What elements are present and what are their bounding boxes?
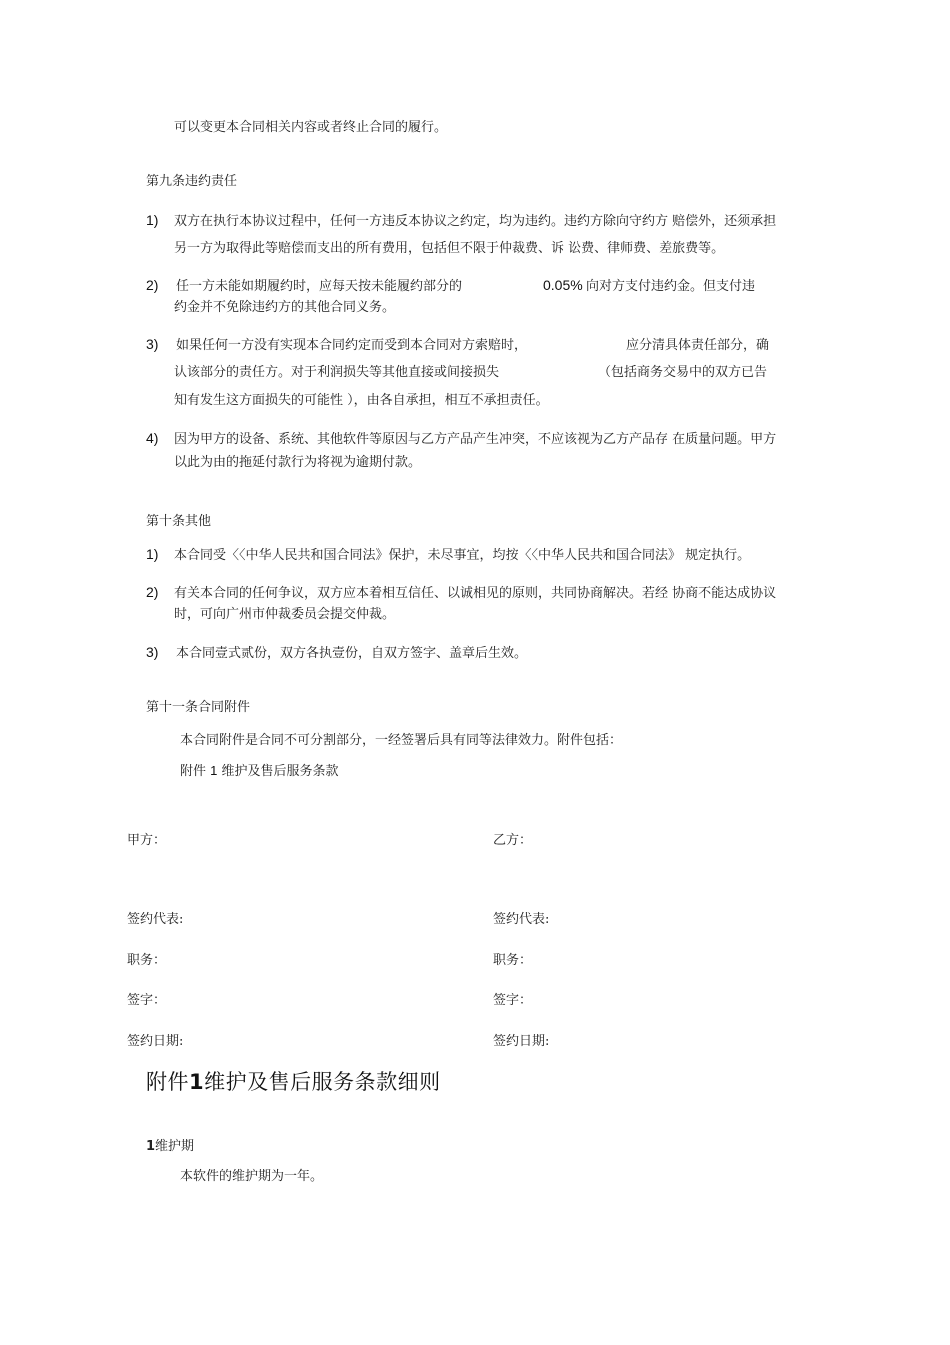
item-number: 1) — [146, 212, 159, 228]
appendix-section-body: 本软件的维护期为一年。 — [180, 1169, 324, 1184]
appendix-title-text: 维护及售后服务条款细则 — [204, 1070, 441, 1094]
item-number: 2) — [146, 584, 159, 600]
item-line: 本合同壹式贰份，双方各执壹份，自双方签字、盖章后生效。 — [176, 646, 528, 661]
item-line: 约金并不免除违约方的其他合同义务。 — [174, 300, 396, 315]
appendix-title-label: 附件 — [146, 1070, 189, 1094]
appendix-section-heading — [146, 1135, 194, 1154]
intro-line: 可以变更本合同相关内容或者终止合同的履行。 — [174, 120, 448, 135]
item-line: 本合同受〈〈中华人民共和国合同法》保护，未尽事宜，均按〈〈中华人民共和国合同法》 规定执行。 — [174, 548, 751, 563]
item-line: 认该部分的责任方。对于利润损失等其他直接或间接损失 — [174, 365, 500, 380]
appendix-title-number: 1 — [189, 1070, 205, 1094]
article11-body: 本合同附件是合同不可分割部分，一经签署后具有同等法律效力。附件包括： — [180, 733, 623, 748]
article9-heading: 第九条违约责任 — [146, 174, 238, 189]
party-a-representative: 签约代表: — [127, 912, 184, 927]
item-line: 应分清具体责任部分，确 — [626, 338, 770, 353]
article11-heading: 第十一条合同附件 — [146, 700, 251, 715]
attachment-reference — [180, 762, 339, 781]
article10-heading: 第十条其他 — [146, 514, 212, 529]
party-b-label: 乙方： — [493, 833, 533, 848]
item-line: 以此为由的拖延付款行为将视为逾期付款。 — [174, 455, 422, 470]
party-b-position: 职务： — [493, 953, 533, 968]
party-b-signature: 签字： — [493, 993, 533, 1008]
item-line: 因为甲方的设备、系统、其他软件等原因与乙方产品产生冲突，不应该视为乙方产品存 在质量问题。甲方 — [174, 432, 777, 447]
item-line: （包括商务交易中的双方已告 — [598, 365, 768, 380]
attachment-title: 维护及售后服务条款 — [221, 764, 339, 779]
item-line: 时，可向广州市仲裁委员会提交仲裁。 — [174, 607, 396, 622]
item-number: 3) — [146, 336, 159, 352]
section-number: 1 — [146, 1139, 156, 1154]
party-a-position: 职务： — [127, 953, 167, 968]
item-line: 另一方为取得此等赔偿而支出的所有费用，包括但不限于仲裁费、诉 讼费、律师费、差旅费等。 — [174, 241, 725, 256]
item-line: 双方在执行本协议过程中，任何一方违反本协议之约定，均为违约。违约方除向守约方 赔偿外，还须承担 — [174, 214, 777, 229]
item-number: 4) — [146, 430, 159, 446]
party-b-representative: 签约代表: — [493, 912, 550, 927]
item-line: 如果任何一方没有实现本合同约定而受到本合同对方索赔时， — [176, 338, 528, 353]
section-title: 维护期 — [155, 1139, 195, 1154]
attachment-label: 附件 — [180, 764, 207, 779]
item-line: 有关本合同的任何争议，双方应本着相互信任、以诚相见的原则，共同协商解决。若经 协商不能达成协议 — [174, 586, 777, 601]
item-line: 知有发生这方面损失的可能性 ），由各自承担，相互不承担责任。 — [174, 393, 549, 408]
penalty-rate: 0.05% — [543, 277, 583, 293]
party-a-signature: 签字： — [127, 993, 167, 1008]
party-b-date: 签约日期: — [493, 1034, 550, 1049]
item-line: 向对方支付违约金。但支付违 — [586, 279, 756, 294]
item-line: 任一方未能如期履约时，应每天按未能履约部分的 — [176, 279, 463, 294]
party-a-date: 签约日期: — [127, 1034, 184, 1049]
item-number: 3) — [146, 644, 159, 660]
party-a-label: 甲方： — [127, 833, 167, 848]
appendix-title — [146, 1066, 441, 1096]
item-number: 2) — [146, 277, 159, 293]
attachment-number: 1 — [210, 763, 218, 778]
item-number: 1) — [146, 546, 159, 562]
